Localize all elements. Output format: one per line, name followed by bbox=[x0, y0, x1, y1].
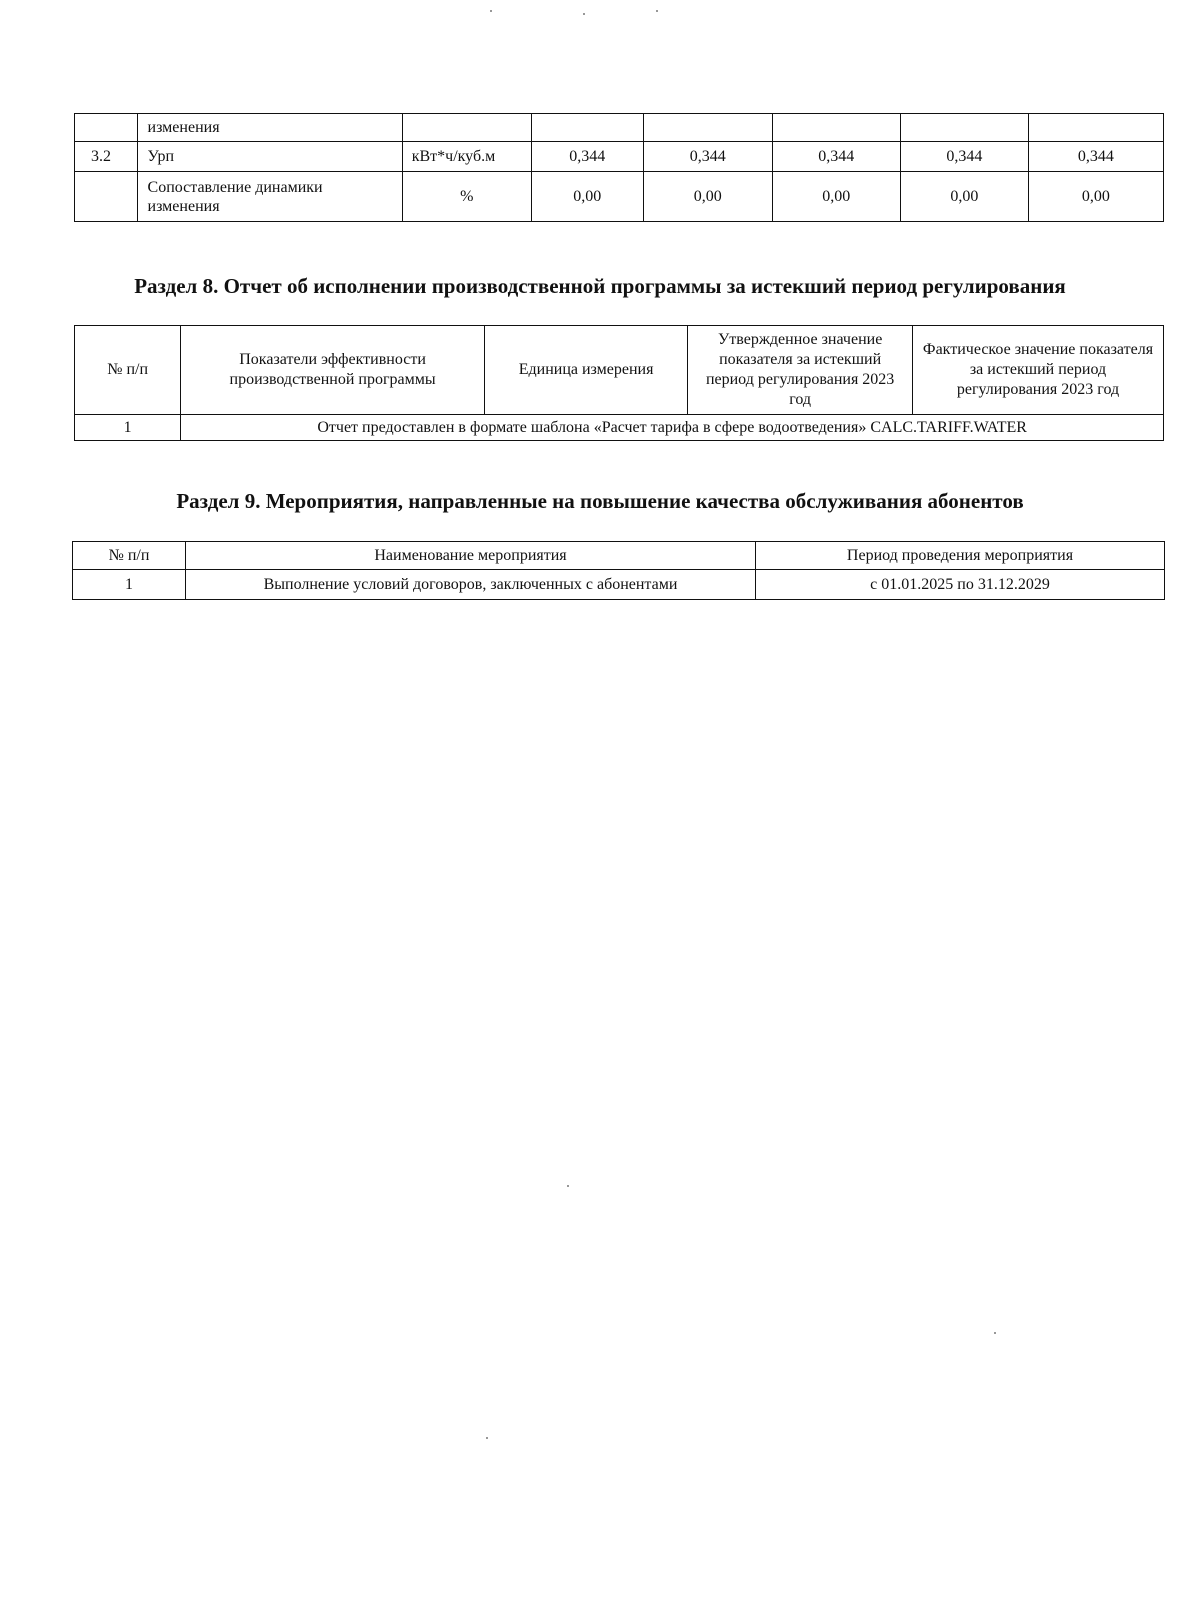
value-cell: 0,344 bbox=[643, 142, 772, 172]
row-number bbox=[75, 114, 138, 142]
section-9-table bbox=[72, 541, 1165, 600]
row-number: 1 bbox=[73, 570, 186, 600]
value-cell bbox=[772, 114, 900, 142]
scan-speck bbox=[567, 1185, 569, 1187]
unit bbox=[402, 114, 531, 142]
value-cell: 0,00 bbox=[1028, 172, 1163, 222]
scan-speck bbox=[486, 1437, 488, 1439]
value-cell bbox=[1028, 114, 1163, 142]
scan-speck bbox=[583, 13, 585, 15]
value-cell bbox=[900, 114, 1028, 142]
report-note: Отчет предоставлен в формате шаблона «Расчет тарифа в сфере водоотведения» CALC.TARIFF.WATER bbox=[181, 415, 1164, 441]
table-row bbox=[75, 114, 1164, 142]
scan-speck bbox=[490, 10, 492, 12]
table-row bbox=[75, 172, 1164, 222]
row-number: 3.2 bbox=[75, 142, 138, 172]
header-num: № п/п bbox=[75, 326, 181, 415]
table-header-row bbox=[73, 542, 1165, 570]
header-period: Период проведения мероприятия bbox=[756, 542, 1165, 570]
value-cell: 0,00 bbox=[772, 172, 900, 222]
indicator-name: изменения bbox=[137, 114, 402, 142]
section-8-title: Раздел 8. Отчет об исполнении производственной программы за истекший период регулирования bbox=[134, 274, 1066, 298]
value-cell: 0,00 bbox=[900, 172, 1028, 222]
unit: % bbox=[402, 172, 531, 222]
header-approved: Утвержденное значение показателя за истекший период регулирования 2023 год bbox=[688, 326, 913, 415]
value-cell: 0,344 bbox=[531, 142, 643, 172]
header-unit: Единица измерения bbox=[484, 326, 687, 415]
value-cell bbox=[531, 114, 643, 142]
value-cell: 0,00 bbox=[531, 172, 643, 222]
value-cell: 0,344 bbox=[1028, 142, 1163, 172]
table-header-row bbox=[75, 326, 1164, 415]
table-row bbox=[75, 415, 1164, 441]
event-name: Выполнение условий договоров, заключенных с абонентами bbox=[186, 570, 756, 600]
event-period: с 01.01.2025 по 31.12.2029 bbox=[756, 570, 1165, 600]
header-indicators: Показатели эффективности производственной программы bbox=[181, 326, 485, 415]
section-9-title: Раздел 9. Мероприятия, направленные на повышение качества обслуживания абонентов bbox=[176, 489, 1024, 513]
value-cell: 0,344 bbox=[772, 142, 900, 172]
value-cell bbox=[643, 114, 772, 142]
row-number bbox=[75, 172, 138, 222]
scan-speck bbox=[656, 10, 658, 12]
header-actual: Фактическое значение показателя за истекший период регулирования 2023 год bbox=[912, 326, 1163, 415]
value-cell: 0,00 bbox=[643, 172, 772, 222]
header-num: № п/п bbox=[73, 542, 186, 570]
table-row bbox=[73, 570, 1165, 600]
indicator-name: Урп bbox=[137, 142, 402, 172]
indicator-name: Сопоставление динамики изменения bbox=[137, 172, 402, 222]
unit: кВт*ч/куб.м bbox=[402, 142, 531, 172]
value-cell: 0,344 bbox=[900, 142, 1028, 172]
header-event-name: Наименование мероприятия bbox=[186, 542, 756, 570]
section-8-table bbox=[74, 325, 1164, 441]
table-row bbox=[75, 142, 1164, 172]
scan-speck bbox=[994, 1332, 996, 1334]
row-number: 1 bbox=[75, 415, 181, 441]
indicators-table-continued bbox=[74, 113, 1164, 222]
